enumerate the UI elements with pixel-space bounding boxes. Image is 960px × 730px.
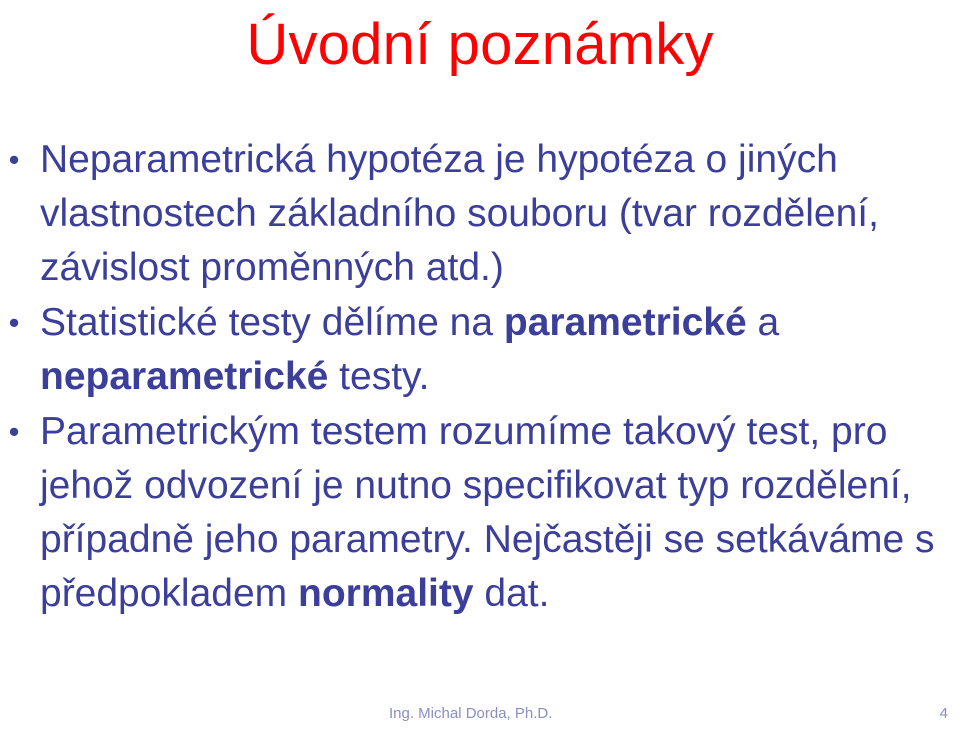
bullet-text-parametric-test xyxy=(40,405,948,621)
bullet-list xyxy=(0,133,960,622)
slide-page-number: 4 xyxy=(939,705,948,722)
bullet-item-parametric-test xyxy=(0,405,960,621)
bullet-text-test-division xyxy=(40,296,948,404)
bullet-point-icon: • xyxy=(8,142,20,177)
bullet-item-nonparametric-hypothesis xyxy=(0,133,960,295)
bullet-item-test-division xyxy=(0,296,960,404)
bullet-point-icon: • xyxy=(8,305,20,340)
bold-term-parametric: parametrické xyxy=(503,301,747,344)
bold-term-normality: normality xyxy=(298,572,474,615)
slide-title: Úvodní poznámky xyxy=(246,12,714,77)
text-segment: Statistické testy dělíme na xyxy=(40,301,504,344)
text-segment: testy. xyxy=(328,355,430,398)
text-segment: a xyxy=(746,301,780,344)
footer-author: Ing. Michal Dorda, Ph.D. xyxy=(389,705,553,722)
text-segment: dat. xyxy=(473,572,550,615)
bullet-point-icon: • xyxy=(8,414,20,449)
bold-term-nonparametric: neparametrické xyxy=(40,355,329,398)
bullet-text-nonparametric-hypothesis: Neparametrická hypotéza je hypotéza o jiných vlastnostech základního souboru (tvar rozdělení, závislost proměnných atd.) xyxy=(40,138,879,289)
text-segment: Parametrickým testem rozumíme takový test, pro jehož odvození je nutno specifikovat typ rozdělení, případně jeho parametry. Nejčastěji se setkáváme s předpokladem xyxy=(40,410,935,615)
